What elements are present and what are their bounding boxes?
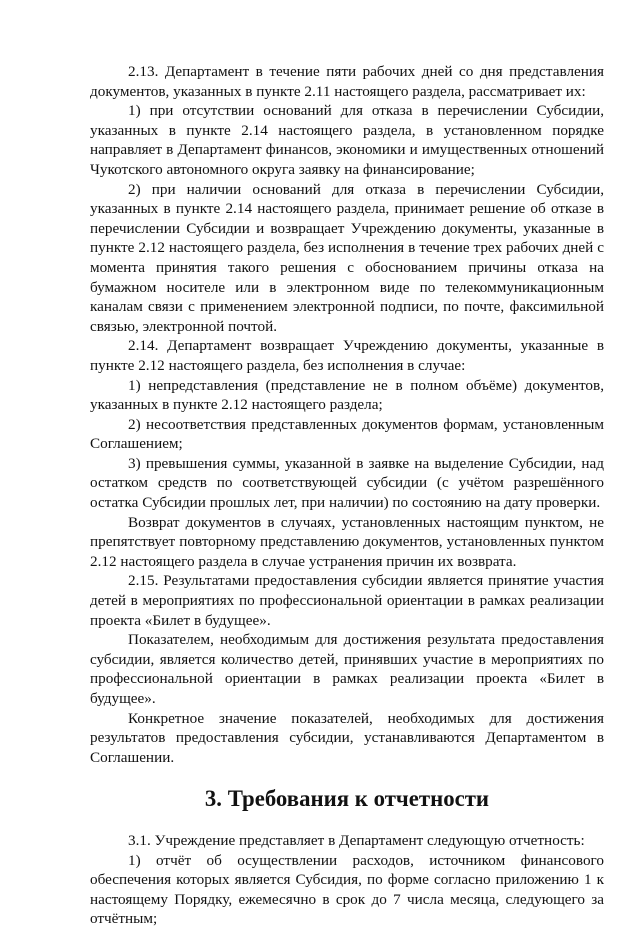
paragraph-2-14-item-2: 2) несоответствия представленных документов формам, установленным Соглашением; [90,415,604,453]
paragraph-2-13-item-1: 1) при отсутствии оснований для отказа в перечислении Субсидии, указанных в пункте 2.14 настоящего раздела, в установленном порядке направляет в Департамент финансов, экономики и имущественных отношений Чукотского автономного округа заявку на финансирование; [90,102,604,178]
paragraph-indicator-values: Конкретное значение показателей, необходимых для достижения результатов предоставления субсидии, устанавливаются Департаментом в Соглашении. [90,709,604,766]
paragraph-3-1: 3.1. Учреждение представляет в Департамент следующую отчетность: [128,831,585,849]
paragraph-2-14: 2.14. Департамент возвращает Учреждению документы, указанные в пункте 2.12 настоящего раздела, без исполнения в случае: [90,337,604,374]
paragraph-2-14-item-3: 3) превышения суммы, указанной в заявке на выделение Субсидии, над остатком средств по соответствующей субсидии (с учётом разрешённого остатка Субсидии прошлых лет, при наличии) по состоянию на дату проверки. [90,454,604,512]
paragraph-3-1-item-1: 1) отчёт об осуществлении расходов, источником финансового обеспечения которых является Субсидия, по форме согласно приложению 1 к настоящему Порядку, ежемесячно в срок до 7 числа месяца, следующего за отчётным; [90,851,604,928]
paragraph-2-14-item-1: 1) непредставления (представление не в полном объёме) документов, указанных в пункте 2.12 настоящего раздела; [90,376,604,414]
paragraph-2-13-item-2: 2) при наличии оснований для отказа в перечислении Субсидии, указанных в пункте 2.14 настоящего раздела, принимает решение об отказе в перечислении Субсидии и возвращает Учреждению документы, указанные в пункте 2.12 настоящего раздела, без исполнения в течение трех рабочих дней с момента принятия такого решения с обоснованием причины отказа на бумажном носителе или в электронном виде по телекоммуникационным каналам связи с применением электронной подписи, по почте, факсимильной связью, электронной почтой. [90,180,604,335]
document-page [90,62,604,929]
paragraph-return-documents: Возврат документов в случаях, установленных настоящим пунктом, не препятствует повторному представлению документов, установленных пунктом 2.12 настоящего раздела в случае устранения причин их возврата. [90,513,604,570]
paragraph-2-13: 2.13. Департамент в течение пяти рабочих дней со дня представления документов, указанных в пункте 2.11 настоящего раздела, рассматривает их: [90,63,604,100]
paragraph-2-15: 2.15. Результатами предоставления субсидии является принятие участия детей в мероприятиях по профессиональной ориентации в рамках реализации проекта «Билет в будущее». [90,572,604,629]
section-heading: 3. Требования к отчетности [204,786,490,812]
paragraph-indicator: Показателем, необходимым для достижения результата предоставления субсидии, является количество детей, принявших участие в мероприятиях по профессиональной ориентации в рамках реализации проекта «Билет в будущее». [90,631,604,707]
